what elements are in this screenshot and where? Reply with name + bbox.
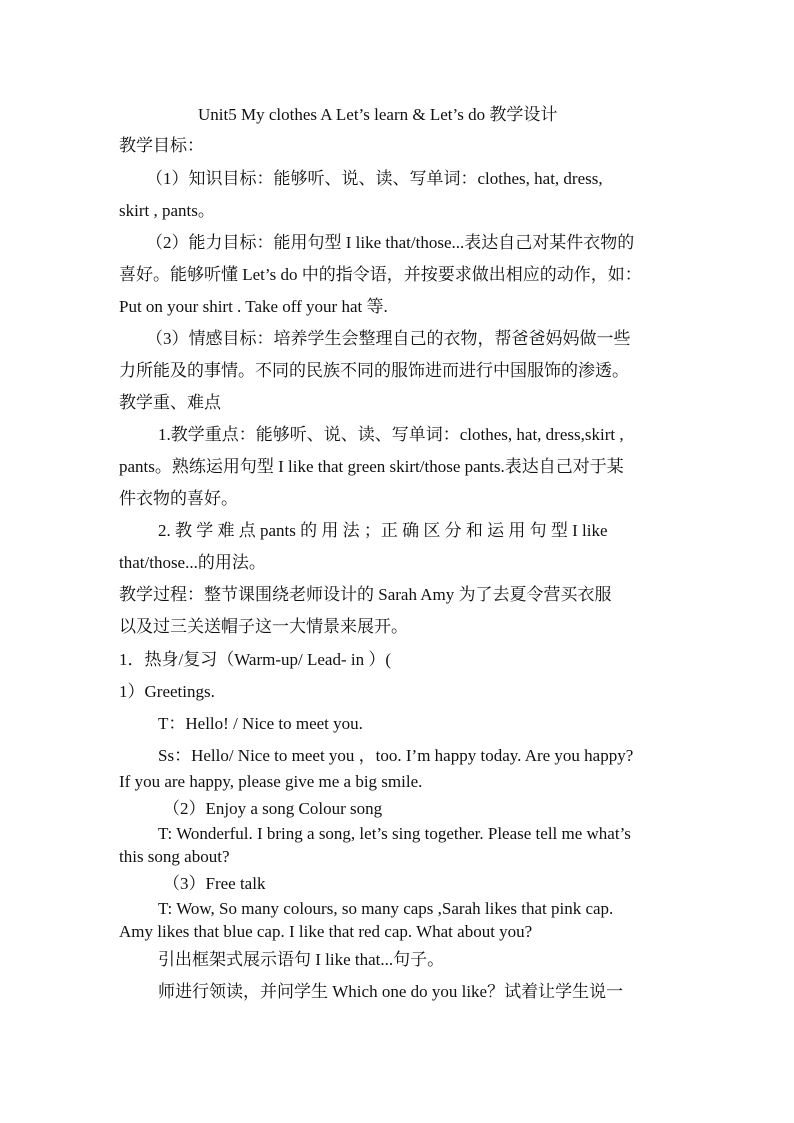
text-line: 件衣物的喜好。	[119, 489, 238, 508]
text-line: （2）能力目标：能用句型 I like that/those...表达自己对某件衣物的	[146, 233, 635, 252]
text-line: （3）Free talk	[163, 874, 266, 893]
text-line: that/those...的用法。	[119, 553, 266, 572]
text-line: 2. 教 学 难 点 pants 的 用 法 ；正 确 区 分 和 运 用 句 型 I like	[158, 521, 608, 540]
text-line: 1.教学重点：能够听、说、读、写单词：clothes, hat, dress,skirt ,	[158, 425, 624, 444]
text-line: （1）知识目标：能够听、说、读、写单词：clothes, hat, dress,	[146, 169, 603, 188]
document-title: Unit5 My clothes A Let’s learn & Let’s do 教学设计	[198, 105, 558, 124]
text-line: （2）Enjoy a song Colour song	[163, 799, 383, 818]
text-line: 喜好。能够听懂 Let’s do 中的指令语，并按要求做出相应的动作，如：	[119, 265, 642, 284]
dialogue-line: Ss：Hello/ Nice to meet you ，too. I’m happy today. Are you happy?	[158, 746, 634, 765]
text-line: pants。熟练运用句型 I like that green skirt/those pants.表达自己对于某	[119, 457, 624, 476]
dialogue-line: T: Wow, So many colours, so many caps ,Sarah likes that pink cap.	[158, 899, 614, 918]
text-line: 力所能及的事情。不同的民族不同的服饰进而进行中国服饰的渗透。	[119, 361, 629, 380]
text-line: 教学过程：整节课围绕老师设计的 Sarah Amy 为了去夏令营买衣服	[119, 585, 612, 604]
text-line: 以及过三关送帽子这一大情景来展开。	[119, 617, 408, 636]
section-heading: 教学重、难点	[119, 393, 221, 412]
section-heading: 教学目标：	[119, 136, 204, 155]
dialogue-line: T：Hello! / Nice to meet you.	[158, 714, 363, 733]
dialogue-line: T: Wonderful. I bring a song, let’s sing together. Please tell me what’s	[158, 824, 631, 843]
text-line: 1）Greetings.	[119, 682, 215, 701]
text-line: 师进行领读，并问学生 Which one do you like？试着让学生说一	[158, 982, 624, 1001]
text-line: 1．热身/复习（Warm-up/ Lead- in ）(	[119, 650, 391, 669]
dialogue-line: Amy likes that blue cap. I like that red cap. What about you?	[119, 922, 533, 941]
dialogue-line: If you are happy, please give me a big smile.	[119, 772, 423, 791]
dialogue-line: this song about?	[119, 847, 230, 866]
text-line: 引出框架式展示语句 I like that...句子。	[158, 950, 445, 969]
text-line: Put on your shirt . Take off your hat 等.	[119, 297, 388, 316]
text-line: skirt , pants。	[119, 201, 215, 220]
text-line: （3）情感目标：培养学生会整理自己的衣物，帮爸爸妈妈做一些	[146, 329, 631, 348]
